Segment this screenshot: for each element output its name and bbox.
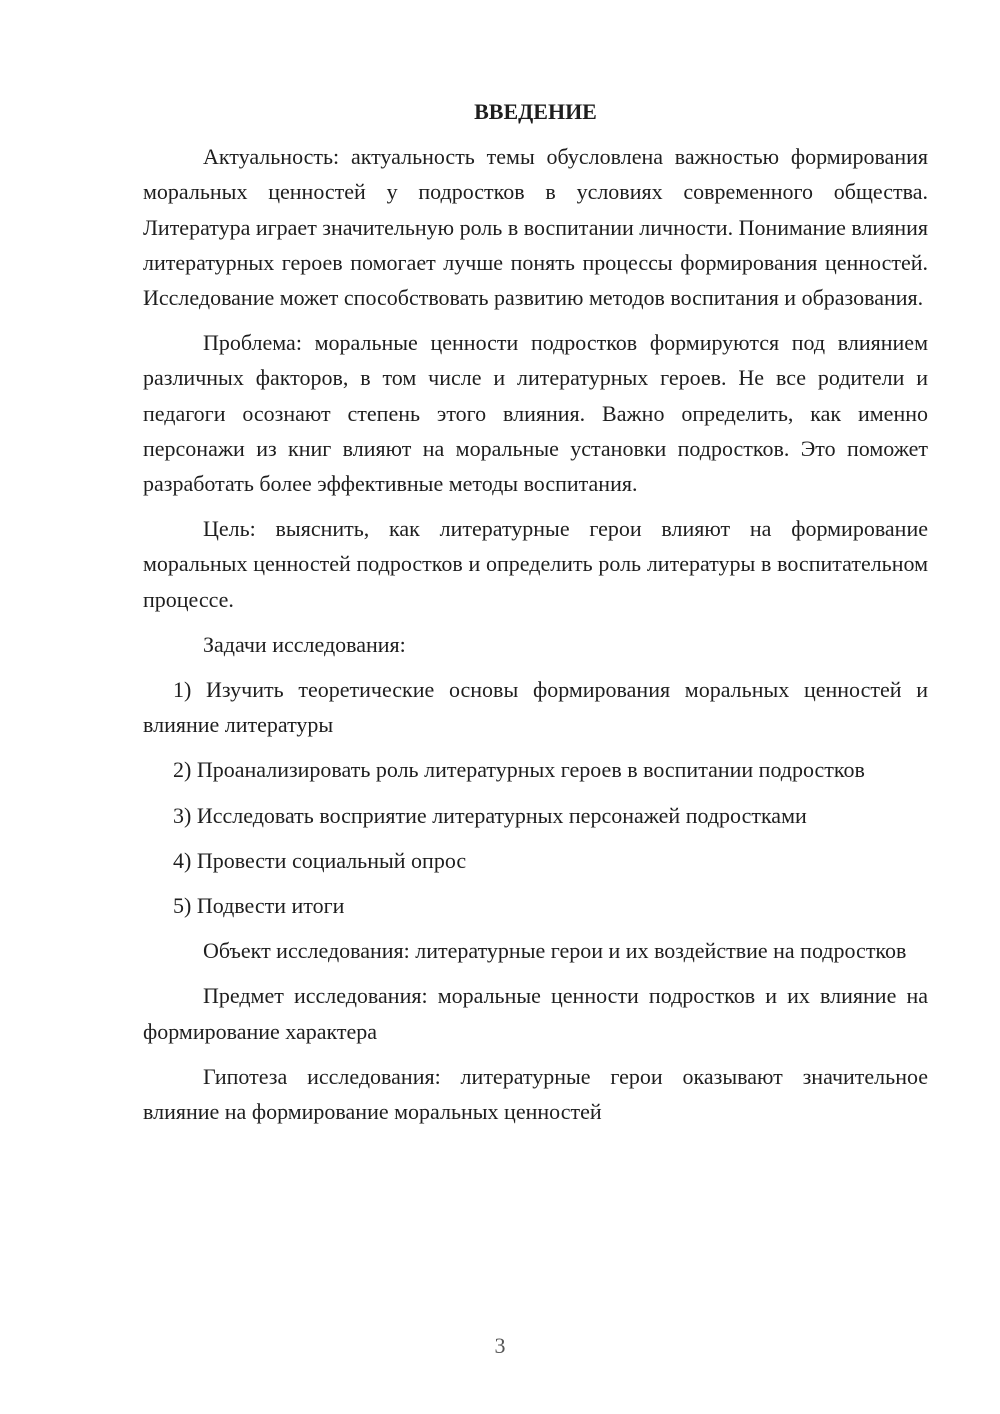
- paragraph-hypothesis: Гипотеза исследования: литературные герои оказывают значительное влияние на формирование моральных ценностей: [143, 1063, 928, 1125]
- section-title: ВВЕДЕНИЕ: [474, 99, 597, 124]
- page-number: 3: [494, 1333, 506, 1358]
- paragraph-object: Объект исследования: литературные герои и их воздействие на подростков: [203, 938, 907, 964]
- task-item-4: 4) Провести социальный опрос: [173, 847, 467, 873]
- task-item-3: 3) Исследовать восприятие литературных персонажей подростками: [173, 802, 807, 828]
- task-item-1: 1) Изучить теоретические основы формирования моральных ценностей и влияние литературы: [143, 677, 928, 738]
- paragraph-goal: Цель: выяснить, как литературные герои влияют на формирование моральных ценностей подростков и определить роль литературы в воспитательном процессе.: [143, 516, 928, 612]
- document-body: [143, 94, 928, 1139]
- paragraph-relevance: Актуальность: актуальность темы обусловлена важностью формирования моральных ценностей у подростков в условиях современного общества. Литература играет значительную роль в воспитании личности. Понимание влияния литературных героев помогает лучше понять процессы формирования ценностей. Исследование может способствовать развитию методов воспитания и образования.: [143, 144, 928, 311]
- paragraph-subject: Предмет исследования: моральные ценности подростков и их влияние на формирование характера: [143, 983, 928, 1044]
- paragraph-problem: Проблема: моральные ценности подростков формируются под влиянием различных факторов, в том числе и литературных героев. Не все родители и педагоги осознают степень этого влияния. Важно определить, как именно персонажи из книг влияют на моральные установки подростков. Это поможет разработать более эффективные методы воспитания.: [143, 330, 928, 497]
- paragraph-tasks-heading: Задачи исследования:: [203, 631, 406, 657]
- task-item-5: 5) Подвести итоги: [173, 893, 345, 919]
- task-item-2: 2) Проанализировать роль литературных героев в воспитании подростков: [173, 757, 865, 783]
